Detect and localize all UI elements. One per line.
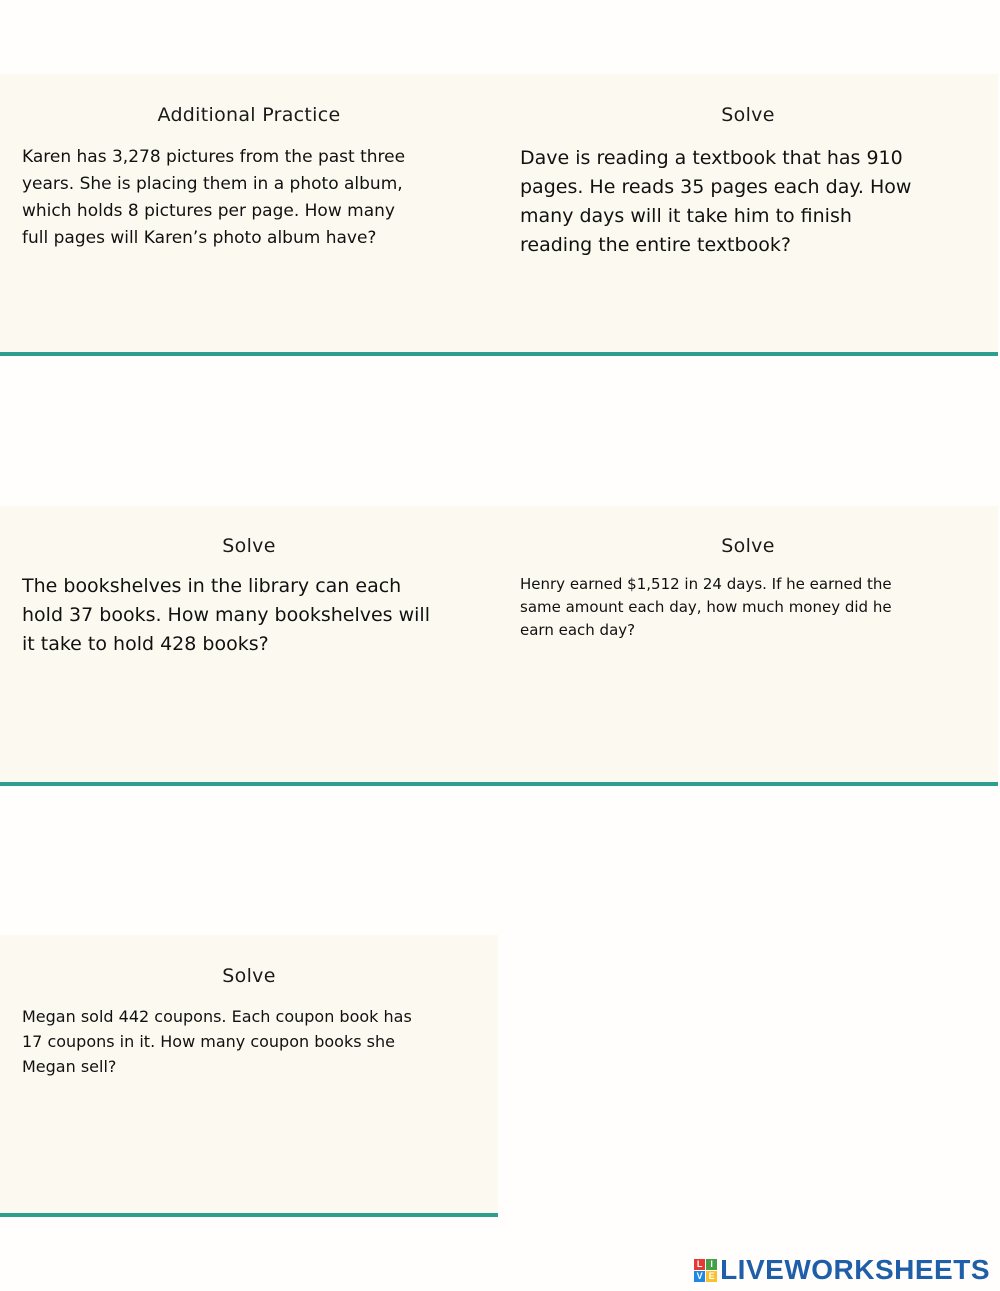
problem-text: Dave is reading a textbook that has 910 pages. He reads 35 pages each day. How many days will it take him to finish reading the entire textbook? — [520, 147, 912, 256]
liveworksheets-logo[interactable] — [694, 1255, 990, 1285]
problem-text: Megan sold 442 coupons. Each coupon book has 17 coupons in it. How many coupon books she Megan sell? — [22, 1007, 412, 1076]
logo-letter: I — [706, 1259, 717, 1270]
brand-name: LIVEWORKSHEETS — [720, 1254, 990, 1285]
problem-card-megan — [0, 935, 498, 1217]
problem-card-bookshelves — [0, 506, 498, 786]
logo-letter: L — [694, 1259, 705, 1270]
problem-card-dave — [498, 74, 998, 356]
card-title: Additional Practice — [157, 104, 341, 126]
card-title: Solve — [721, 535, 775, 557]
problem-text: Karen has 3,278 pictures from the past three years. She is placing them in a photo album, which holds 8 pictures per page. How many full pages will Karen’s photo album have? — [22, 147, 406, 248]
live-blocks-icon — [694, 1259, 717, 1282]
card-title: Solve — [721, 104, 775, 126]
problem-text: Henry earned $1,512 in 24 days. If he earned the same amount each day, how much money did he earn each day? — [520, 575, 892, 639]
logo-letter: V — [694, 1271, 705, 1282]
card-title: Solve — [222, 965, 276, 987]
problem-card-henry — [498, 506, 998, 786]
logo-letter: E — [706, 1271, 717, 1282]
card-title: Solve — [222, 535, 276, 557]
problem-card-karen — [0, 74, 498, 356]
problem-text: The bookshelves in the library can each hold 37 books. How many bookshelves will it take to hold 428 books? — [22, 575, 430, 655]
